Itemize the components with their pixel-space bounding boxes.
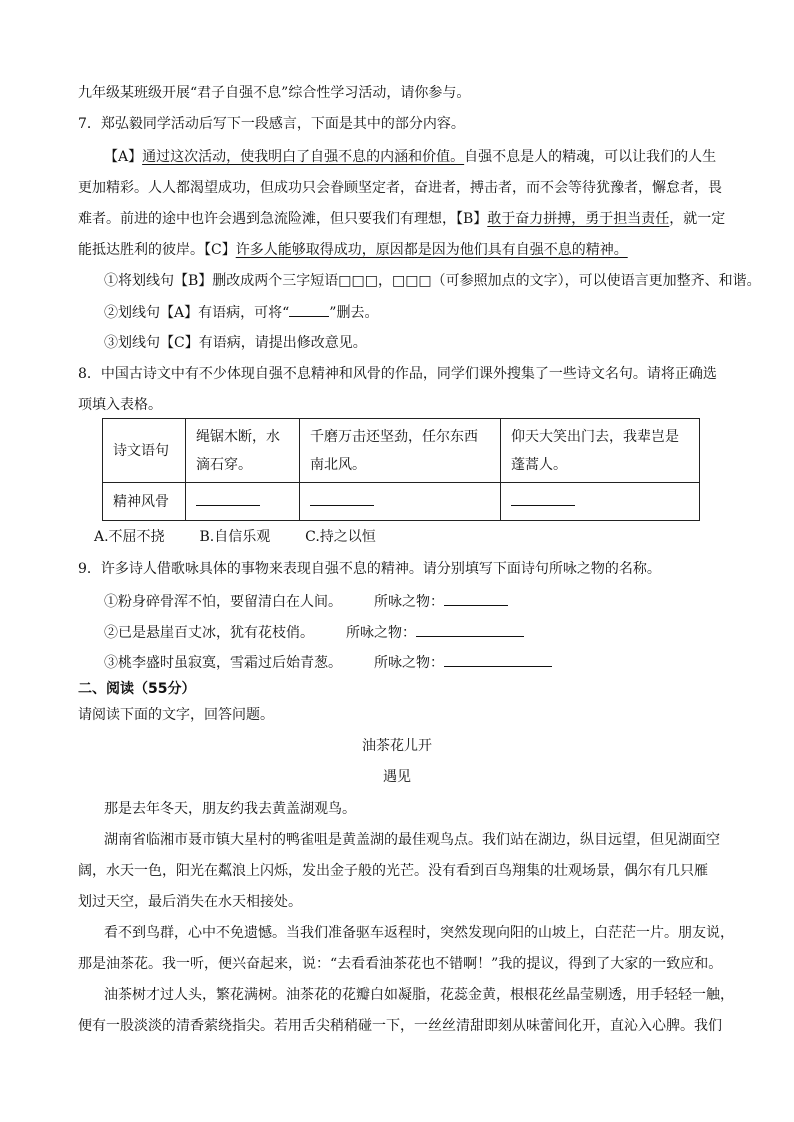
- quote-cell-1: 绳锯木断，水滴石穿。: [186, 419, 300, 483]
- article-paragraph: 那是去年冬天，朋友约我去黄盖湖观鸟。: [104, 801, 356, 817]
- activity-intro: 九年级某班级开展“君子自强不息”综合性学习活动，请你参与。: [78, 85, 471, 101]
- table-row: [103, 419, 700, 483]
- q7-passage-line-1: 【A】通过这次活动，使我明白了自强不息的内涵和价值。自强不息是人的精魂，可以让我们的人生: [104, 149, 717, 165]
- quote-cell-3: 仰天大笑出门去，我辈岂是蓬蒿人。: [501, 419, 700, 483]
- reading-instruction: 请阅读下面的文字，回答问题。: [78, 707, 274, 723]
- answer-blank[interactable]: [444, 591, 508, 606]
- answer-cell-2[interactable]: [300, 483, 501, 521]
- q9-item-3: ③桃李盛时虽寂寞，雪霜过后始青葱。 所咏之物：: [104, 652, 552, 673]
- mark-b: 【B】: [456, 211, 488, 227]
- q9-item-1: ①粉身碎骨浑不怕，要留清白在人间。 所咏之物：: [104, 591, 508, 612]
- table-row: [103, 483, 700, 521]
- answer-cell-3[interactable]: [501, 483, 700, 521]
- q8-stem-line-1: 8．中国古诗文中有不少体现自强不息精神和风骨的作品，同学们课外搜集了一些诗文名句。请将正确选: [78, 366, 717, 382]
- q7-subquestion-3: ③划线句【C】有语病，请提出修改意见。: [104, 335, 367, 351]
- q7-subquestion-2: ②划线句【A】有语病，可将“ ”删去。: [104, 302, 378, 323]
- answer-blank[interactable]: [310, 491, 374, 506]
- mark-c: 【C】: [204, 242, 236, 258]
- article-paragraph-cont: 阔，水天一色，阳光在粼浪上闪烁，发出金子般的光芒。没有看到百鸟翔集的壮观场景，偶尔有几只雁: [78, 863, 708, 879]
- option-c: C.持之以恒: [305, 529, 376, 545]
- q8-options: [94, 527, 376, 547]
- answer-blank[interactable]: [444, 652, 552, 667]
- option-a: A.不屈不挠: [94, 529, 165, 545]
- article-paragraph: 湖南省临湘市聂市镇大星村的鸭雀咀是黄盖湖的最佳观鸟点。我们站在湖边，纵目远望，但见湖面空: [104, 832, 720, 848]
- q7-subquestion-1: ①将划线句【B】删改成两个三字短语□□□，□□□（可参照加点的文字），可以使语言更加整齐、和谐。: [104, 273, 761, 289]
- answer-blank[interactable]: [289, 302, 329, 317]
- article-subtitle: 遇见: [383, 769, 411, 785]
- quote-cell-2: 千磨万击还坚劲，任尔东西南北风。: [300, 419, 501, 483]
- option-b: B.自信乐观: [199, 529, 271, 545]
- section-heading: 二、阅读（55分）: [78, 681, 196, 697]
- q8-stem-line-2: 项填入表格。: [78, 397, 162, 413]
- article-paragraph-cont: 便有一股淡淡的清香萦绕指尖。若用舌尖稍稍碰一下，一丝丝清甜即刻从味蕾间化开，直沁入心脾。我们: [78, 1018, 722, 1034]
- sentence-c: 许多人能够取得成功，原因都是因为他们具有自强不息的精神。: [235, 242, 628, 258]
- article-title: 油茶花儿开: [362, 738, 432, 754]
- q7-passage-line-2: 更加精彩。人人都渴望成功，但成功只会眷顾坚定者，奋进者，搏击者，而不会等待犹豫者，懈怠者，畏: [78, 180, 722, 196]
- article-paragraph-cont: 那是油茶花。我一听，便兴奋起来，说：“去看看油茶花也不错啊！”我的提议，得到了大家的一致应和。: [78, 956, 723, 972]
- answer-cell-1[interactable]: [186, 483, 300, 521]
- answer-blank[interactable]: [511, 491, 575, 506]
- article-paragraph-cont: 划过天空，最后消失在水天相接处。: [78, 894, 302, 910]
- answer-blank[interactable]: [416, 622, 524, 637]
- q7-stem: 7．郑弘毅同学活动后写下一段感言，下面是其中的部分内容。: [78, 116, 465, 132]
- q9-item-2: ②已是悬崖百丈冰，犹有花枝俏。 所咏之物：: [104, 622, 524, 643]
- sentence-a: 通过这次活动，使我明白了自强不息的内涵和价值。: [142, 149, 465, 165]
- q9-stem: 9．许多诗人借歌咏具体的事物来表现自强不息的精神。请分别填写下面诗句所咏之物的名称。: [78, 561, 661, 577]
- row-header-spirit: 精神风骨: [103, 483, 186, 521]
- q7-passage-line-4: 能抵达胜利的彼岸。【C】许多人能够取得成功，原因都是因为他们具有自强不息的精神。: [78, 242, 628, 258]
- article-paragraph: 油茶树才过人头，繁花满树。油茶花的花瓣白如凝脂，花蕊金黄，根根花丝晶莹剔透，用手轻轻一触，: [104, 987, 734, 1003]
- q8-table: [102, 418, 700, 521]
- row-header-quotes: 诗文语句: [103, 419, 186, 483]
- q7-passage-line-3: 难者。前进的途中也许会遇到急流险滩，但只要我们有理想，【B】敢于奋力拼搏，勇于担当责任，就一定: [78, 211, 726, 227]
- article-paragraph: 看不到鸟群，心中不免遗憾。当我们准备驱车返程时，突然发现向阳的山坡上，白茫茫一片。朋友说，: [104, 925, 734, 941]
- sentence-b: 敢于奋力拼搏，勇于担当责任: [487, 211, 670, 227]
- mark-a: 【A】: [104, 149, 143, 165]
- answer-blank[interactable]: [196, 491, 260, 506]
